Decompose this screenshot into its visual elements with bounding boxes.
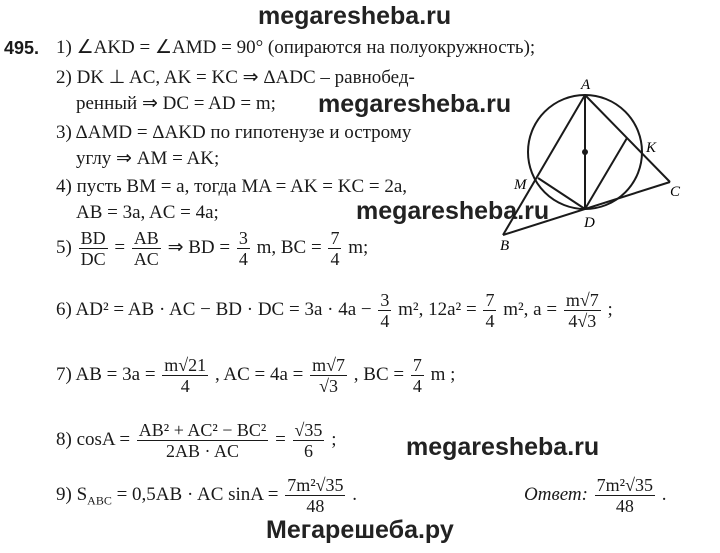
watermark-top: megaresheba.ru bbox=[258, 2, 452, 30]
label-m: M bbox=[514, 177, 527, 193]
step-2: 2) DK ⊥ AC, AK = KC ⇒ ΔADC – равнобед- bbox=[56, 67, 415, 88]
fraction-3-4: $\frac{3}{4}$ bbox=[238, 228, 248, 269]
fraction-bc-value: $\frac{7}{4}$ bbox=[412, 355, 422, 396]
label-c: C bbox=[670, 184, 681, 200]
step-2-cont: ренный ⇒ DC = AD = m; bbox=[76, 93, 276, 114]
step-9: 9) $S_{ABC} = 0,5AB$ · AC sinA = $\frac{\text{7m²√35}}{48}$ . bbox=[56, 475, 357, 516]
segment-ab bbox=[503, 95, 585, 235]
label-b: B bbox=[500, 238, 510, 254]
step-5: 5) $\frac{BD}{DC}$ = $\frac{AB}{AC}$ ⇒ BD = $\frac{3}{4}$ m, BC = $\frac{7}{4}$ m; bbox=[56, 228, 369, 269]
fraction-7-4-b: $\frac{7}{4}$ bbox=[485, 290, 495, 331]
watermark-mid-1: megaresheba.ru bbox=[318, 90, 512, 118]
fraction-ac-value: $\frac{m√7}{√3}$ bbox=[312, 355, 346, 396]
step-3-cont: углу ⇒ AM = AK; bbox=[76, 148, 220, 169]
label-d: D bbox=[584, 215, 595, 231]
step-7: 7) AB = 3a = $\frac{m√21}{4}$ , AC = 4a = $\frac{m√7}{√3}$ , BC = $\frac{7}{4}$ m ; bbox=[56, 355, 456, 396]
step-1: 1) ∠AKD = ∠AMD = 90° (опираются на полуокружность); bbox=[56, 37, 536, 58]
fraction-ab-value: $\frac{m√21}{4}$ bbox=[164, 355, 207, 396]
answer-label: Ответ: bbox=[524, 483, 588, 505]
step-5-prefix: 5) bbox=[56, 236, 72, 258]
answer: Ответ: $\frac{\text{7m²√35}}{48}$ . bbox=[524, 475, 667, 516]
step-4: 4) пусть BM = a, тогда MA = AK = KC = 2a, bbox=[56, 176, 408, 197]
label-k: K bbox=[646, 140, 657, 156]
fraction-cos-formula: $\frac{\text{AB² + AC² − BC²}}{2AB \cdot AC}$ bbox=[138, 420, 267, 461]
fraction-area: $\frac{\text{7m²√35}}{48}$ bbox=[287, 475, 344, 516]
fraction-3-4-b: $\frac{3}{4}$ bbox=[380, 290, 390, 331]
watermark-mid-3: megaresheba.ru bbox=[406, 433, 600, 461]
problem-number: 495. bbox=[4, 38, 40, 58]
fraction-answer: $\frac{\text{7m²√35}}{48}$ bbox=[596, 475, 653, 516]
watermark-mid-2: megaresheba.ru bbox=[356, 197, 550, 225]
fraction-cos-value: $\frac{√35}{6}$ bbox=[294, 420, 323, 461]
fraction-bd-dc: $\frac{BD}{DC}$ bbox=[80, 228, 106, 269]
label-a: A bbox=[581, 77, 591, 93]
watermark-bottom: Мегарешеба.ру bbox=[266, 516, 454, 544]
fraction-a-value: $\frac{m√7}{4√3}$ bbox=[565, 290, 599, 331]
step-3: 3) ΔAMD = ΔAKD по гипотенузе и острому bbox=[56, 122, 412, 143]
fraction-ab-ac: $\frac{AB}{AC}$ bbox=[133, 228, 159, 269]
step-8: 8) cosA = $\frac{\text{AB² + AC² − BC²}}{2AB \cdot AC}$ = $\frac{√35}{6}$ ; bbox=[56, 420, 337, 461]
step-4-cont: AB = 3a, AC = 4a; bbox=[76, 202, 219, 223]
step-6: 6) AD² = AB · AC − BD · DC = 3a · 4a − $\frac{3}{4}$ m², 12a² = $\frac{7}{4}$ m², a = $\frac{m√7}{4√3}$ ; bbox=[56, 290, 613, 331]
fraction-7-4: $\frac{7}{4}$ bbox=[330, 228, 340, 269]
center-point bbox=[582, 149, 588, 155]
